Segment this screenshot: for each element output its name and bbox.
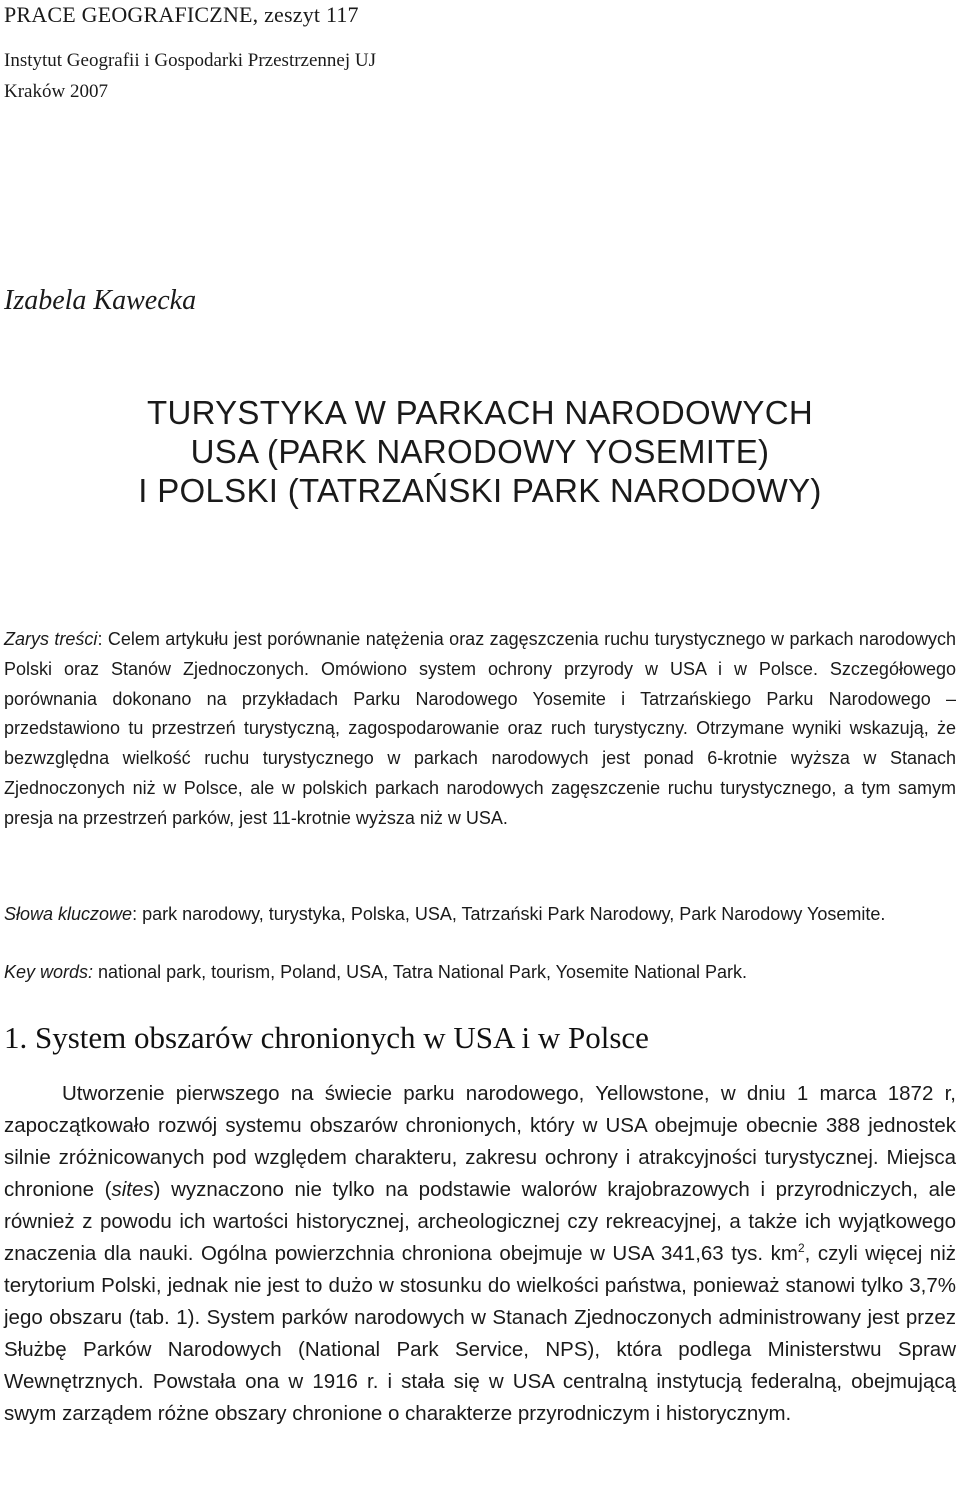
abstract-label: Zarys treści xyxy=(4,629,98,649)
article-title xyxy=(0,393,960,510)
keywords-english xyxy=(4,958,956,988)
author-name: Izabela Kawecka xyxy=(4,285,197,316)
keywords-polish-label: Słowa kluczowe xyxy=(4,904,133,924)
journal-title: PRACE GEOGRAFICZNE, zeszyt 117 xyxy=(4,2,359,27)
institute-name: Instytut Geografii i Gospodarki Przestrzennej UJ xyxy=(4,50,376,71)
title-line: TURYSTYKA W PARKACH NARODOWYCH xyxy=(146,394,814,431)
keywords-english-text: national park, tourism, Poland, USA, Tatra National Park, Yosemite National Park. xyxy=(93,962,748,982)
section-paragraph xyxy=(4,1078,956,1430)
abstract-text: : Celem artykułu jest porównanie natężenia oraz zagęszczenia ruchu turystycznego w parkach narodowych Polski oraz Stanów Zjednoczonych. Omówiono system ochrony przyrody w USA i w Polsce. Szczegółowego porównania dokonano na przykładach Parku Narodowego Yosemite i Tatrzańskiego Parku Narodowego – przedstawiono tu przestrzeń turystyczną, zagospodarowanie oraz ruch turystyczny. Otrzymane wyniki wskazują, że bezwzględna wielkość ruchu turystycznego w parkach narodowych jest ponad 6-krotnie wyższa w Stanach Zjednoczonych niż w Polsce, ale w polskich parkach narodowych zagęszczenie ruchu turystycznego, a tym samym presja na przestrzeń parków, jest 11-krotnie wyższa niż w USA. xyxy=(4,629,956,828)
paragraph-part-1: Utworzenie pierwszego na świecie parku narodowego, Yellowstone, w dniu 1 marca 1872 r, zapoczątkowało rozwój systemu obszarów chronionych, który w USA obejmuje obecnie 388 jednostek silnie zróżnicowanych pod względem charakteru, zakresu ochrony i atrakcyjności turystycznej. Miejsca chronione ( xyxy=(4,1082,956,1201)
keywords-polish xyxy=(4,900,956,930)
keywords-polish-text: : park narodowy, turystyka, Polska, USA, Tatrzański Park Narodowy, Park Narodowy Yosemite. xyxy=(132,904,886,924)
paragraph-part-2: ) wyznaczono nie tylko na podstawie walorów krajobrazowych i przyrodniczych, ale również z powodu ich wartości historycznej, archeologicznej czy rekreacyjnej, a także ich wyjątkowego znaczenia dla nauki. Ogólna powierzchnia chroniona obejmuje w USA 341,63 tys. km xyxy=(4,1178,956,1265)
paragraph-italic-term: sites xyxy=(111,1178,154,1201)
paragraph-part-3: , czyli więcej niż terytorium Polski, jednak nie jest to dużo w stosunku do wielkości państwa, ponieważ stanowi tylko 3,7% jego obszaru (tab. 1). System parków narodowych w Stanach Zjednoczonych administrowany jest przez Służbę Parków Narodowych (National Park Service, NPS), która podlega Ministerstwu Spraw Wewnętrznych. Powstała ona w 1916 r. i stała się w USA centralną instytucją federalną, obejmującą swym zarządem różne obszary chronione o charakterze przyrodniczym i historycznym. xyxy=(4,1242,957,1425)
title-line: USA (PARK NARODOWY YOSEMITE) xyxy=(190,433,770,470)
section-heading: 1. System obszarów chronionych w USA i w Polsce xyxy=(4,1020,649,1055)
publisher-block xyxy=(4,45,376,107)
keywords-english-label: Key words: xyxy=(4,962,94,982)
abstract xyxy=(4,625,956,834)
title-line: I POLSKI (TATRZAŃSKI PARK NARODOWY) xyxy=(138,472,822,509)
superscript-exponent: 2 xyxy=(797,1241,805,1256)
place-year: Kraków 2007 xyxy=(4,81,108,102)
